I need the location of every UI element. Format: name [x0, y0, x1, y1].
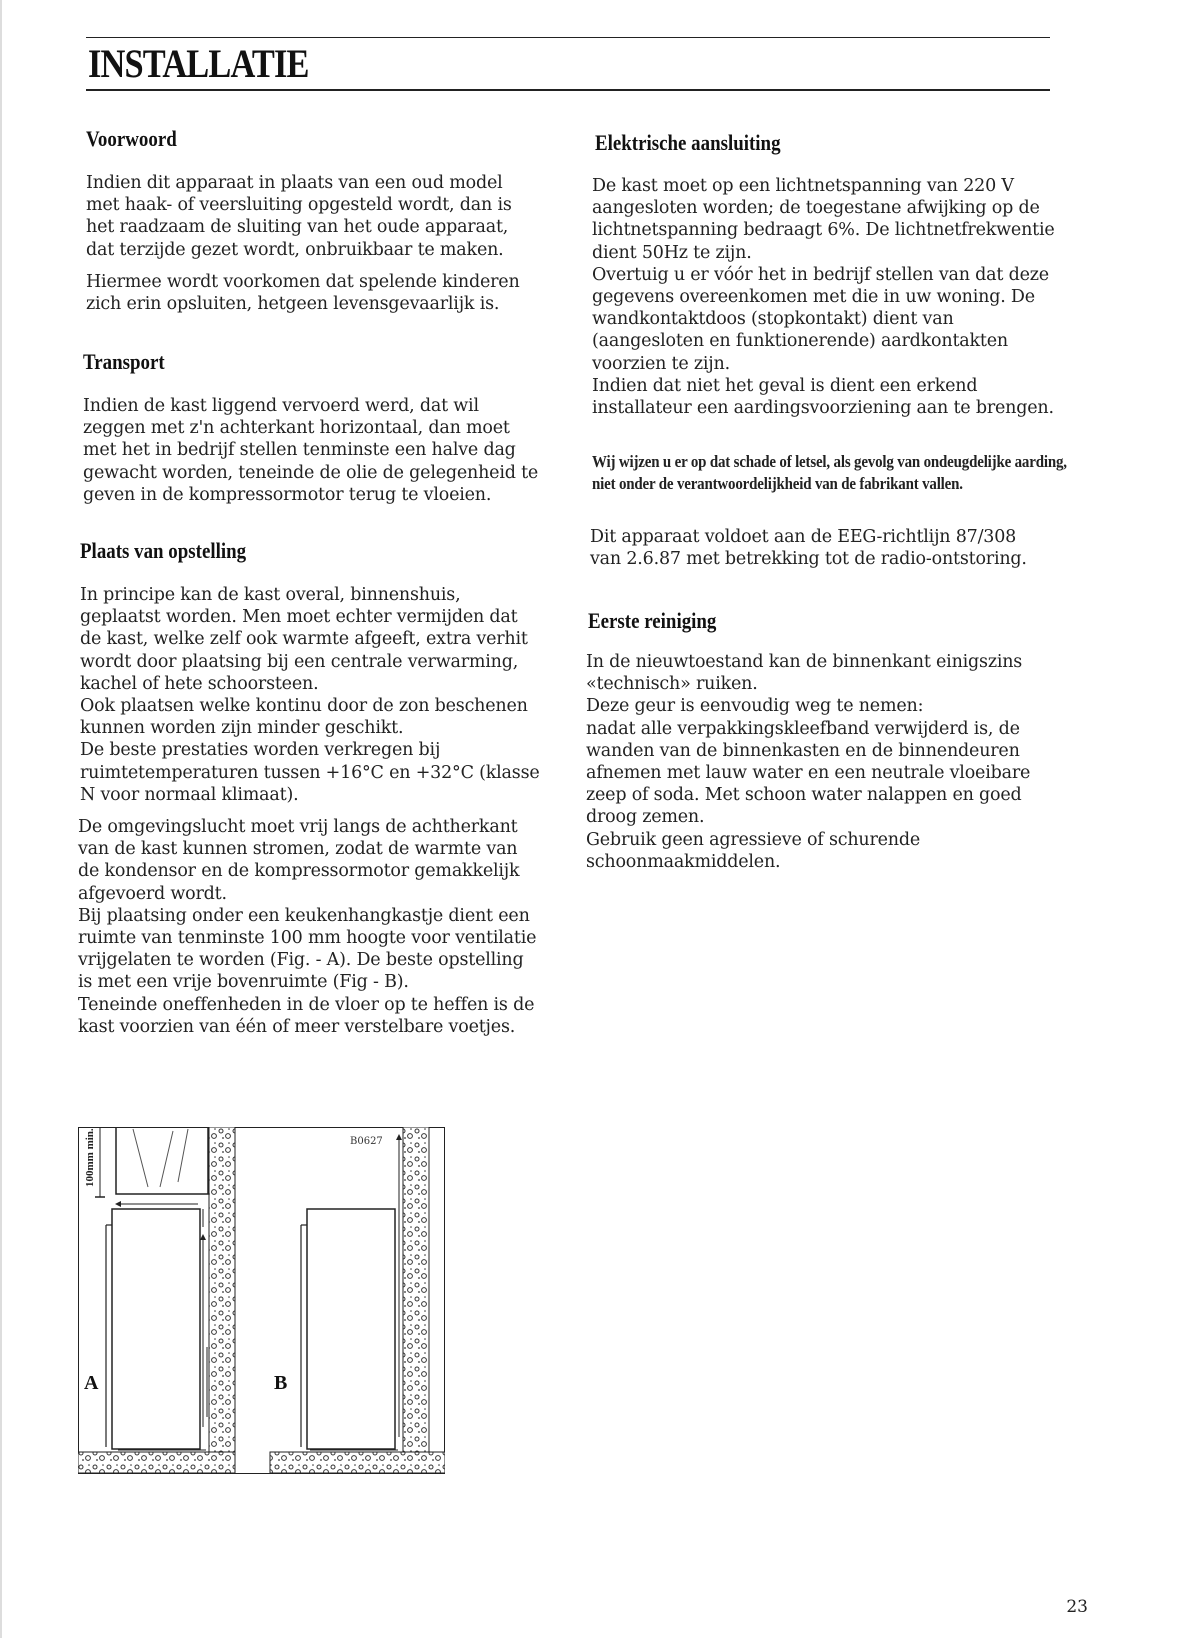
installation-diagram: [78, 1127, 445, 1474]
fridge-b: [307, 1209, 395, 1449]
figure-label-a: A: [84, 1372, 99, 1394]
elektrisch-paragraph-2: Dit apparaat voldoet aan de EEG-richtlijn 87/308 van 2.6.87 met betrekking tot de radio-ontstoring.: [590, 527, 1027, 570]
plaats-paragraph-1: In principe kan de kast overal, binnenshuis, geplaatst worden. Men moet echter vermijden dat de kast, welke zelf ook warmte afgeeft, extra verhit wordt door plaatsing bij een centrale verwarming, kachel of hete schoorsteen. Ook plaatsen welke kontinu door de zon beschenen kunnen worden zijn minder geschikt. De beste prestaties worden verkregen bij ruimtetemperaturen tussen +16°C en +32°C (klasse N voor normaal klimaat).: [80, 585, 540, 805]
page-title: INSTALLATIE: [88, 41, 309, 86]
heading-elektrisch: Elektrische aansluiting: [595, 130, 781, 155]
elektrisch-paragraph-1: De kast moet op een lichtnetspanning van 220 V aangesloten worden; de toegestane afwijking op de lichtnetspanning bedraagt 6%. De lichtnetfrekwentie dient 50Hz te zijn. Overtuig u er vóór het in bedrijf stellen van dat deze gegevens overeenkomen met die in uw woning. De wandkontaktdoos (stopkontakt) dient van (aangesloten en funktionerende) aardkontakten voorzien te zijn. Indien dat niet het geval is dient een erkend installateur een aardingsvoorziening aan te brengen.: [592, 176, 1055, 419]
floor-a: [78, 1452, 235, 1473]
transport-paragraph: Indien de kast liggend vervoerd werd, dat wil zeggen met z'n achterkant horizontaal, dan moet met het in bedrijf stellen tenminste een halve dag gewacht worden, teneinde de olie de gelegenheid te geven in de kompressormotor terug te vloeien.: [83, 396, 539, 505]
figure-label-b: B: [274, 1372, 288, 1394]
heading-plaats: Plaats van opstelling: [80, 538, 247, 563]
header-top-rule: [86, 37, 1050, 38]
page-number: 23: [1066, 1597, 1088, 1617]
floor-b: [270, 1452, 445, 1473]
plaats-paragraph-2: De omgevingslucht moet vrij langs de achtherkant van de kast kunnen stromen, zodat de warmte van de kondensor en de kompressormotor gemakkelijk afgevoerd wordt. Bij plaatsing onder een keukenhangkastje dient een ruimte van tenminste 100 mm hoogte voor ventilatie vrijgelaten te worden (Fig. - A). De beste opstelling is met een vrije bovenruimte (Fig - B). Teneinde oneffenheden in de vloer op te heffen is de kast voorzien van één of meer verstelbare voetjes.: [78, 817, 537, 1037]
fridge-a: [112, 1209, 200, 1449]
heading-transport: Transport: [83, 349, 165, 374]
figure-code: B0627: [350, 1136, 383, 1147]
hanging-cabinet: [116, 1127, 208, 1194]
installation-figure: [78, 1127, 445, 1474]
heading-voorwoord: Voorwoord: [86, 126, 177, 151]
wall-b: [403, 1127, 429, 1452]
wall-a: [209, 1127, 235, 1452]
page-edge: [0, 0, 2, 1638]
header-bottom-rule: [86, 89, 1050, 91]
voorwoord-paragraph-2: Hiermee wordt voorkomen dat spelende kinderen zich erin opsluiten, hetgeen levensgevaarlijk is.: [86, 272, 520, 315]
heading-reiniging: Eerste reiniging: [588, 608, 717, 633]
voorwoord-paragraph-1: Indien dit apparaat in plaats van een oud model met haak- of veersluiting opgesteld wordt, dan is het raadzaam de sluiting van het oude apparaat, dat terzijde gezet wordt, onbruikbaar te maken.: [86, 173, 512, 260]
elektrisch-warning: Wij wijzen u er op dat schade of letsel, als gevolg van ondeugdelijke aarding, niet onder de verantwoordelijkheid van de fabrikant vallen.: [592, 452, 1067, 493]
dimension-label: 100mm min.: [84, 1128, 96, 1187]
reiniging-paragraph: In de nieuwtoestand kan de binnenkant einigszins «technisch» ruiken. Deze geur is eenvoudig weg te nemen: nadat alle verpakkingskleefband verwijderd is, de wanden van de binnenkasten en de binnendeuren afnemen met lauw water en een neutrale vloeibare zeep of soda. Met schoon water nalappen en goed droog zemen. Gebruik geen agressieve of schurende schoonmaakmiddelen.: [586, 652, 1031, 872]
